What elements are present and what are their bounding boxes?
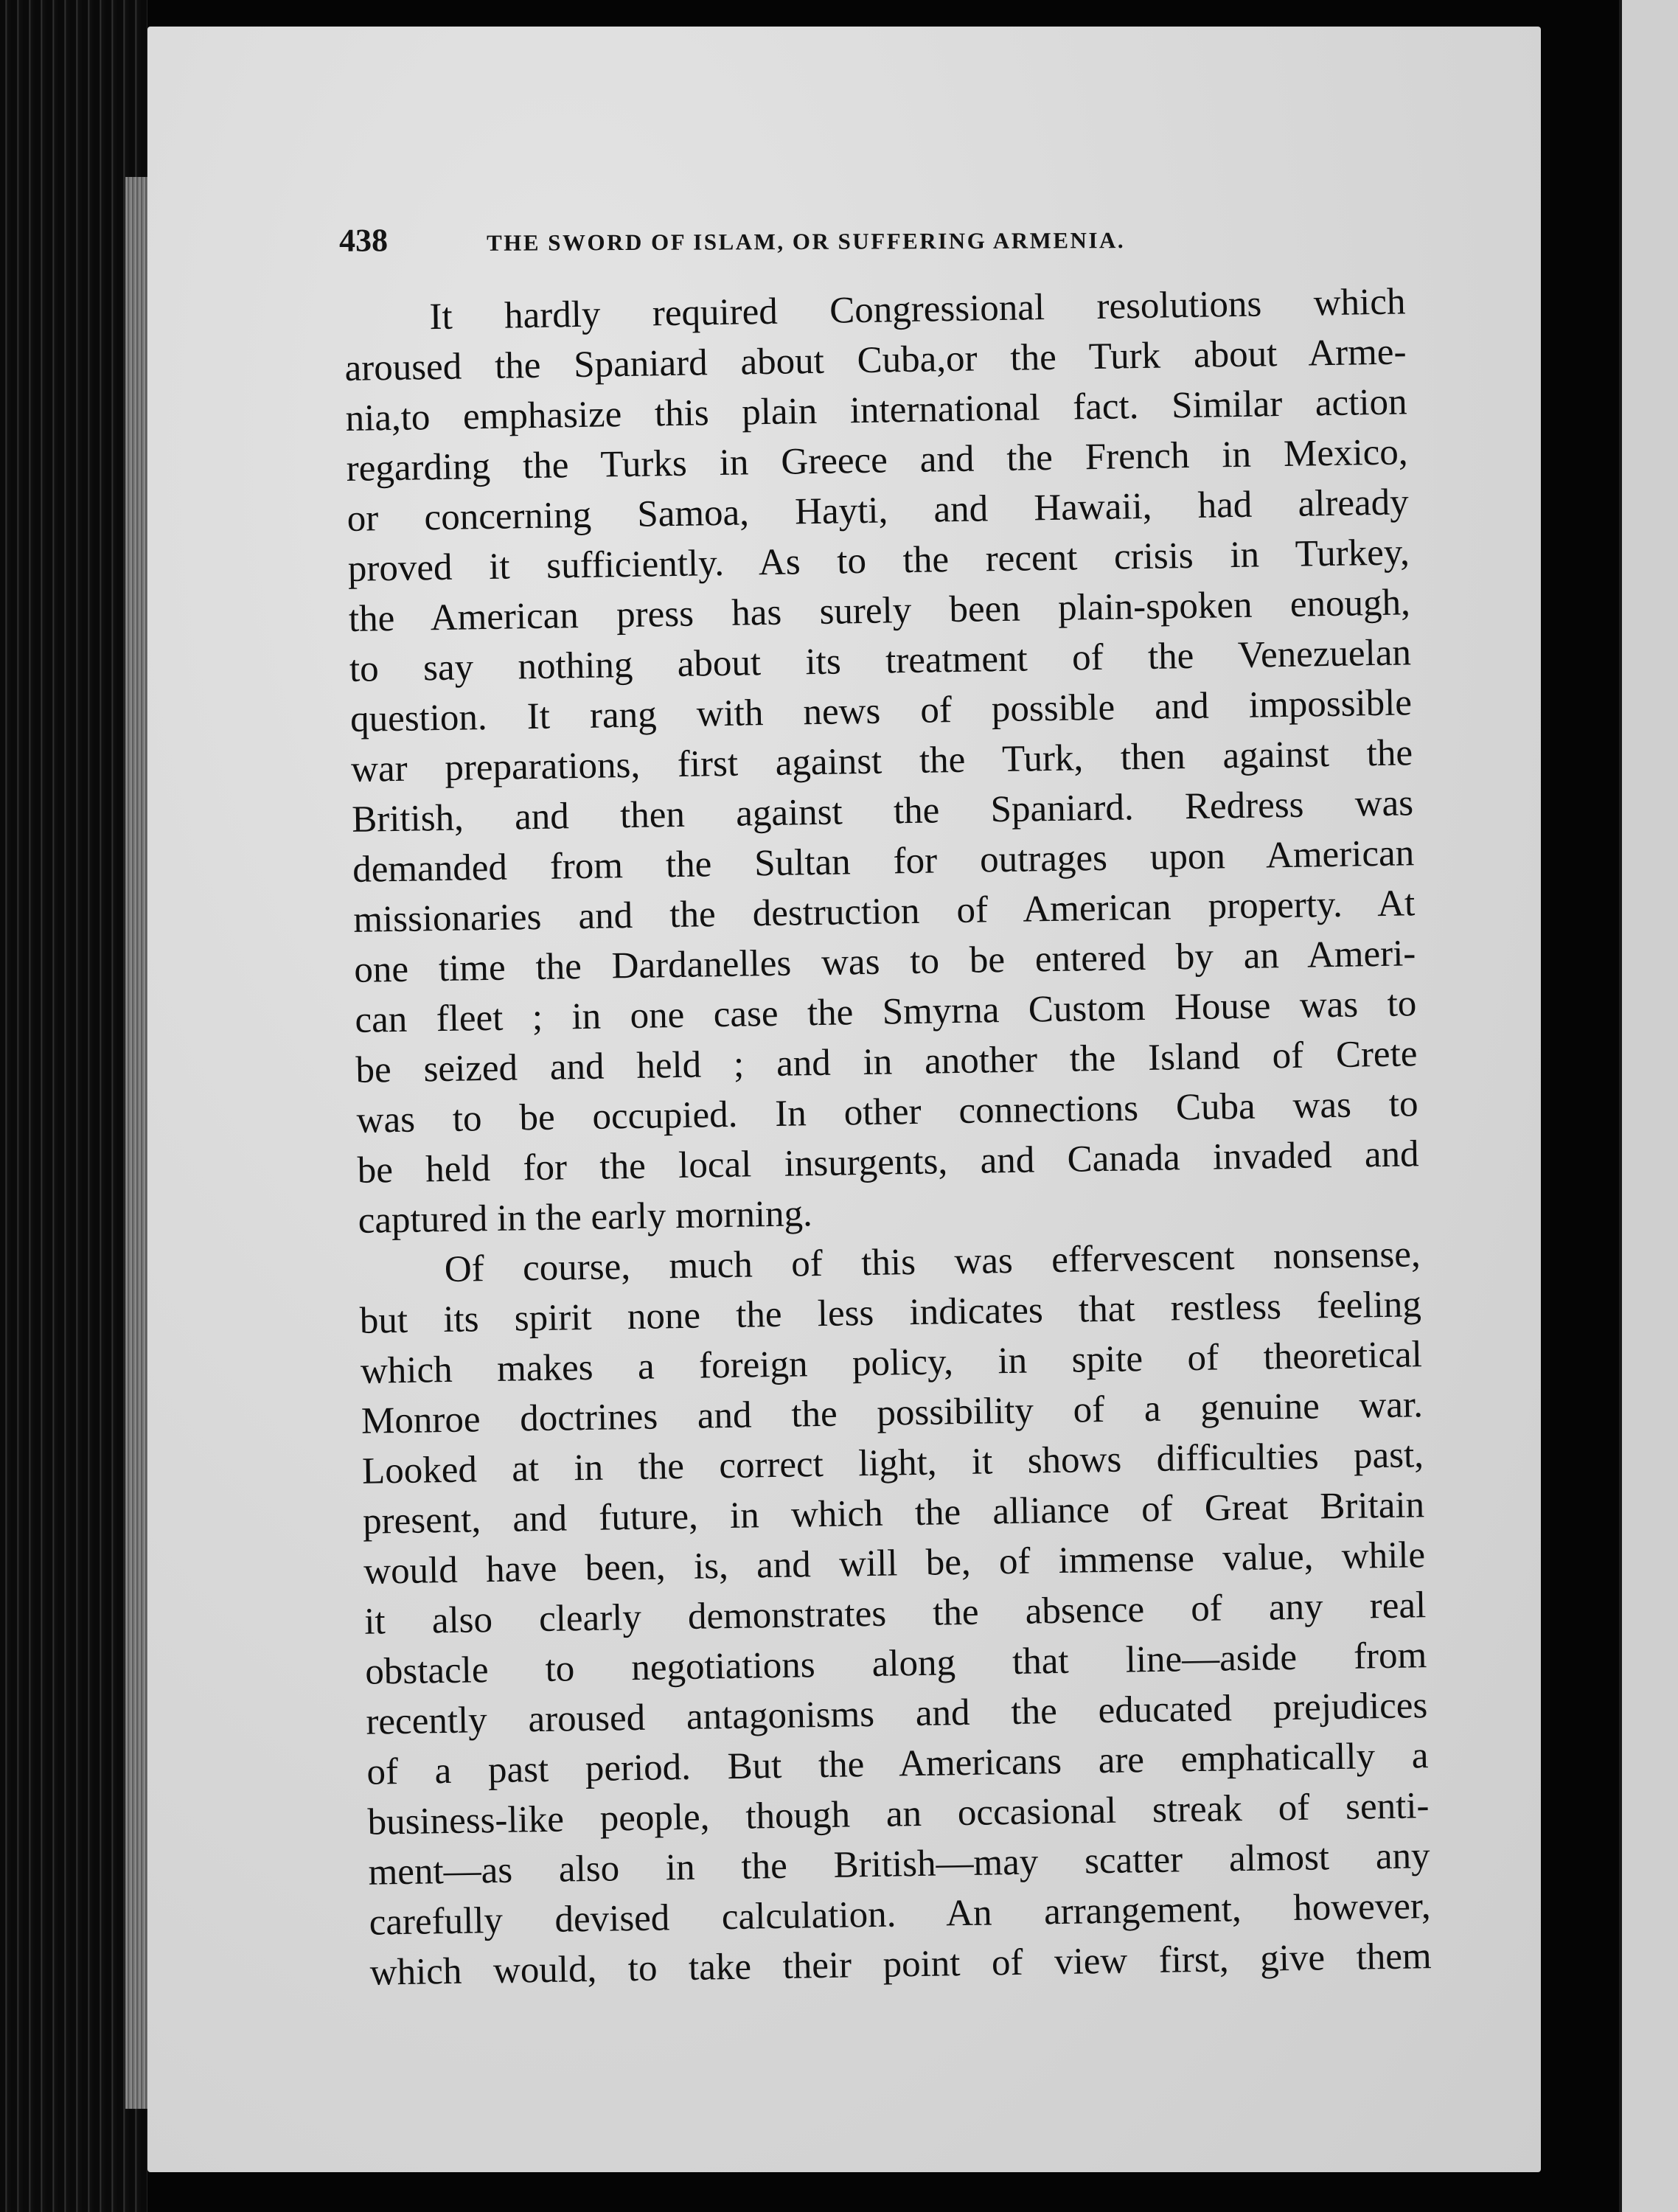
text-line: demanded from the Sultan for outrages upon American	[352, 832, 1415, 891]
text-line: proved it sufficiently. As to the recent crisis in Turkey,	[347, 532, 1410, 590]
text-line: was to be occupied. In other connections Cuba was to	[356, 1083, 1418, 1141]
text-line: business-like people, though an occasional streak of senti-	[367, 1785, 1430, 1843]
text-line: war preparations, first against the Turk, then against the	[350, 732, 1413, 790]
text-line: Monroe doctrines and the possibility of a genuine war.	[361, 1384, 1424, 1442]
text-line: one time the Dardanelles was to be entered by an Ameri-	[353, 933, 1416, 991]
text-line: it also clearly demonstrates the absence of any real	[363, 1585, 1427, 1643]
text-line: Of course, much of this was effervescent nonsense,	[444, 1234, 1421, 1291]
paragraph-2	[358, 1229, 1432, 1997]
text-line: question. It rang with news of possible and impossible	[349, 682, 1413, 740]
body-text	[344, 276, 1432, 1997]
text-line: the American press has surely been plain-spoken enough,	[348, 582, 1411, 640]
text-line: be seized and held ; and in another the Island of Crete	[355, 1033, 1418, 1091]
text-line: missionaries and the destruction of American property. At	[352, 883, 1416, 941]
text-line: captured in the early morning.	[358, 1193, 813, 1242]
running-head	[339, 218, 1253, 259]
text-line: can fleet ; in one case the Smyrna Custom House was to	[355, 983, 1417, 1041]
text-line: ment—as also in the British—may scatter almost any	[368, 1835, 1430, 1893]
text-line: which makes a foreign policy, in spite of theoretical	[360, 1334, 1423, 1392]
facing-page	[1622, 0, 1678, 2212]
text-line: British, and then against the Spaniard. Redress was	[351, 782, 1414, 841]
text-line: Looked at in the correct light, it shows difficulties past,	[361, 1434, 1424, 1492]
text-line: It hardly required Congressional resolutions which	[429, 281, 1406, 338]
text-line: regarding the Turks in Greece and the French in Mexico,	[346, 431, 1409, 490]
text-line: nia,to emphasize this plain international fact. Similar action	[345, 381, 1407, 439]
running-title: THE SWORD OF ISLAM, OR SUFFERING ARMENIA.	[486, 227, 1126, 256]
text-line: of a past period. But the Americans are emphatically a	[366, 1735, 1429, 1793]
text-line: carefully devised calculation. An arrangement, however,	[369, 1885, 1431, 1944]
text-line: but its spirit none the less indicates that restless feeling	[359, 1284, 1422, 1342]
text-line: aroused the Spaniard about Cuba,or the Turk about Arme-	[344, 331, 1407, 389]
text-line: or concerning Samoa, Hayti, and Hawaii, had already	[347, 481, 1410, 540]
page-number: 438	[338, 222, 389, 259]
text-line: would have been, is, and will be, of immense value, while	[363, 1534, 1426, 1593]
text-line: present, and future, in which the alliance of Great Britain	[362, 1484, 1425, 1543]
book-gutter	[1541, 0, 1622, 2212]
text-line: to say nothing about its treatment of the Venezuelan	[349, 632, 1412, 690]
text-line: recently aroused antagonisms and the educated prejudices	[366, 1685, 1428, 1743]
paragraph-1	[344, 276, 1420, 1245]
text-line: which would, to take their point of view first, give them	[369, 1935, 1432, 1994]
text-line: obstacle to negotiations along that line—aside from	[364, 1635, 1427, 1693]
text-line: be held for the local insurgents, and Canada invaded and	[357, 1133, 1419, 1192]
